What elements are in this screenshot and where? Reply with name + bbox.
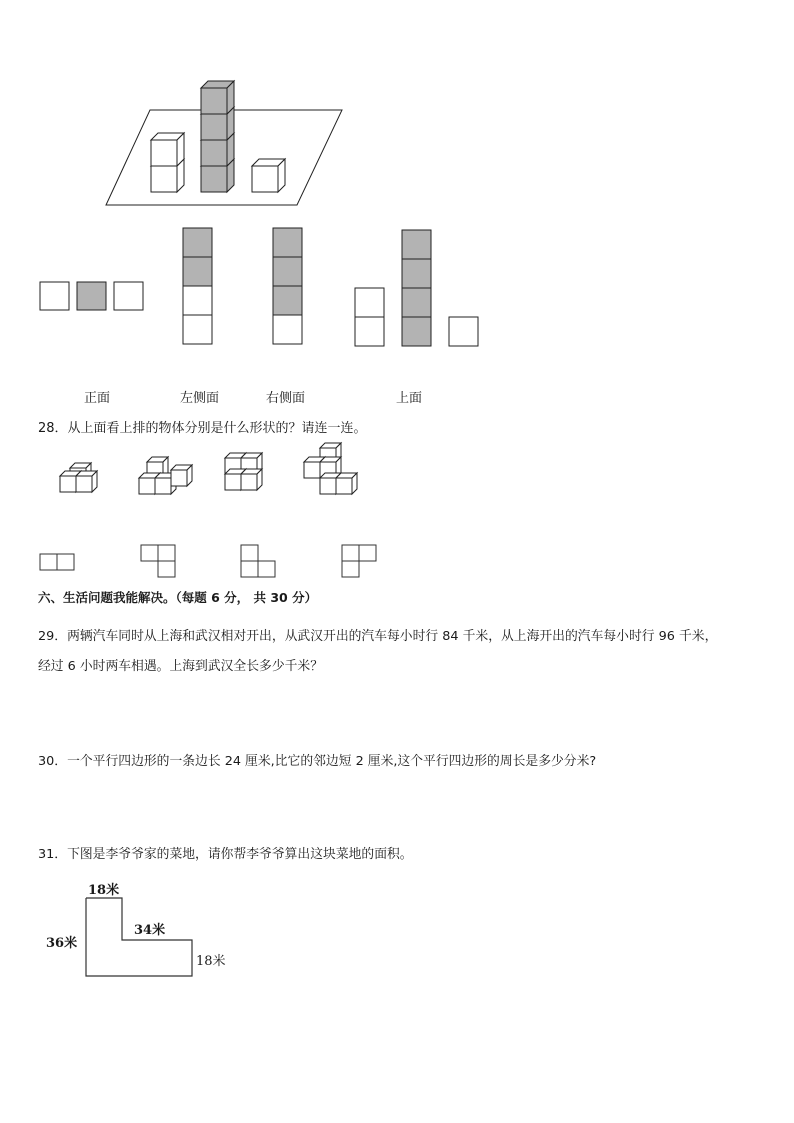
question-30: 30．一个平行四边形的一条边长 24 厘米,比它的邻边短 2 厘米,这个平行四边形的周长是多少分米? <box>38 754 597 769</box>
view-label-top: 上面 <box>396 391 423 406</box>
view-label-front: 正面 <box>84 391 111 406</box>
label-top-18m: 18米 <box>88 883 120 898</box>
label-right-18m: 18米 <box>196 954 226 969</box>
view-label-left: 左侧面 <box>180 391 220 406</box>
question-29-line1: 29．两辆汽车同时从上海和武汉相对开出，从武汉开出的汽车每小时行 84 千米，从上海开出的汽车每小时行 96 千米， <box>38 629 718 644</box>
label-inner-34m: 34米 <box>134 923 166 938</box>
question-31: 31．下图是李爷爷家的菜地，请你帮李爷爷算出这块菜地的面积。 <box>38 847 413 862</box>
label-left-36m: 36米 <box>46 936 78 951</box>
view-label-right: 右侧面 <box>266 391 306 406</box>
question-28: 28．从上面看上排的物体分别是什么形状的？请连一连。 <box>38 421 367 436</box>
section-6-heading: 六、生活问题我能解决。（每题 6 分， 共 30 分） <box>38 590 318 605</box>
question-29-line2: 经过 6 小时两车相遇。上海到武汉全长多少千米？ <box>38 659 324 674</box>
